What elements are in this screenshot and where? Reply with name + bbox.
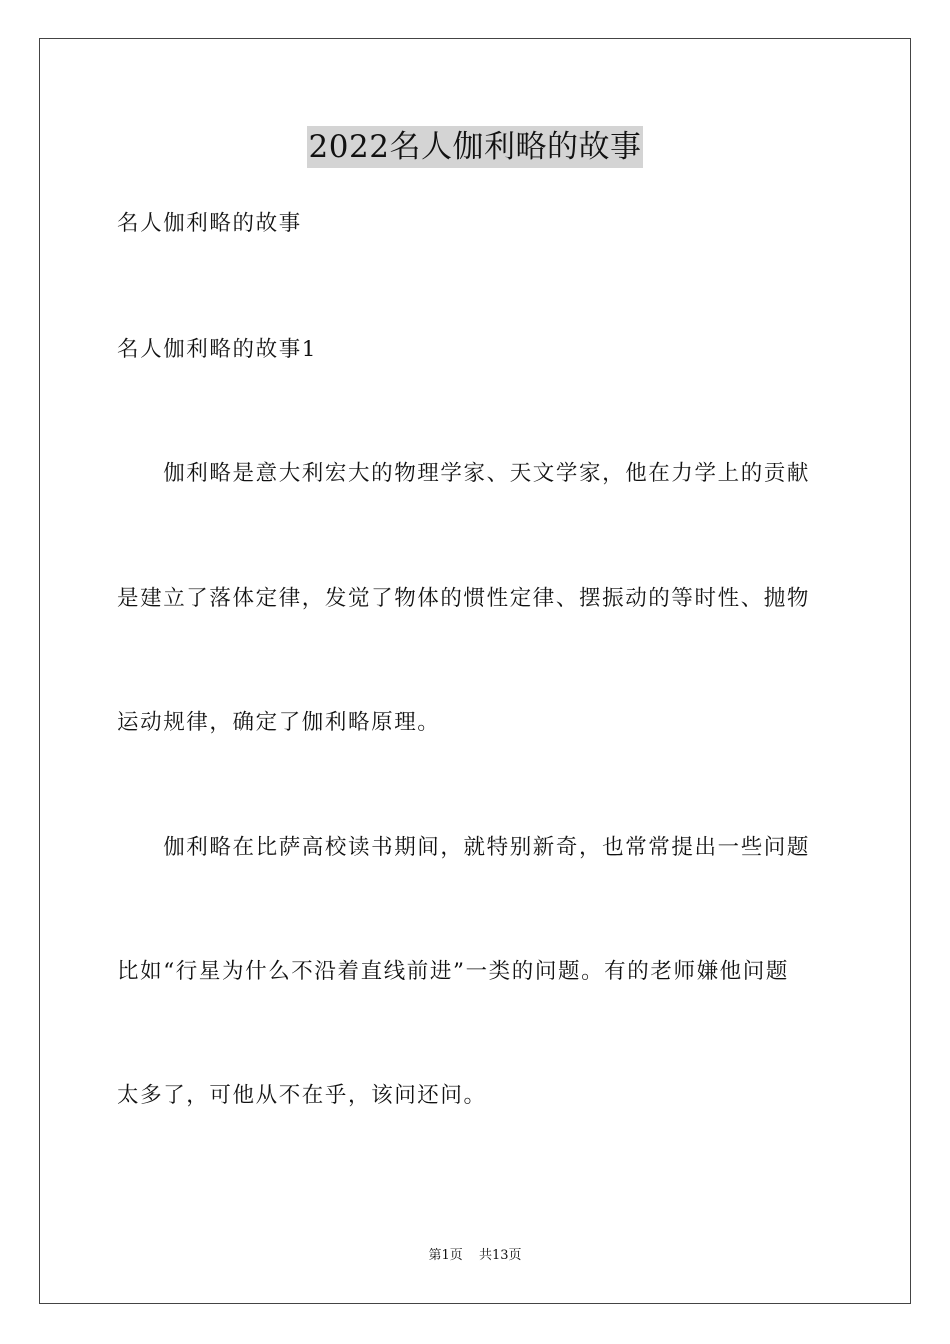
page-footer	[0, 1247, 950, 1265]
body-line: 太多了，可他从不在乎，该问还问。	[117, 1083, 487, 1108]
section-heading: 名人伽利略的故事1	[117, 337, 318, 362]
body-line: 伽利略在比萨高校读书期间，就特别新奇，也常常提出一些问题	[117, 835, 811, 860]
body-line: 运动规律，确定了伽利略原理。	[117, 710, 441, 735]
body-line: 比如“行星为什么不沿着直线前进”一类的问题。有的老师嫌他问题	[117, 959, 789, 984]
body-line: 是建立了落体定律，发觉了物体的惯性定律、摆振动的等时性、抛物	[117, 586, 811, 611]
page-number: 第1页	[428, 1248, 463, 1263]
subtitle-line: 名人伽利略的故事	[117, 211, 302, 236]
body-line: 伽利略是意大利宏大的物理学家、天文学家，他在力学上的贡献	[117, 461, 811, 486]
total-pages: 共13页	[478, 1248, 522, 1263]
title-container	[0, 126, 950, 168]
document-title: 2022名人伽利略的故事	[307, 126, 644, 168]
